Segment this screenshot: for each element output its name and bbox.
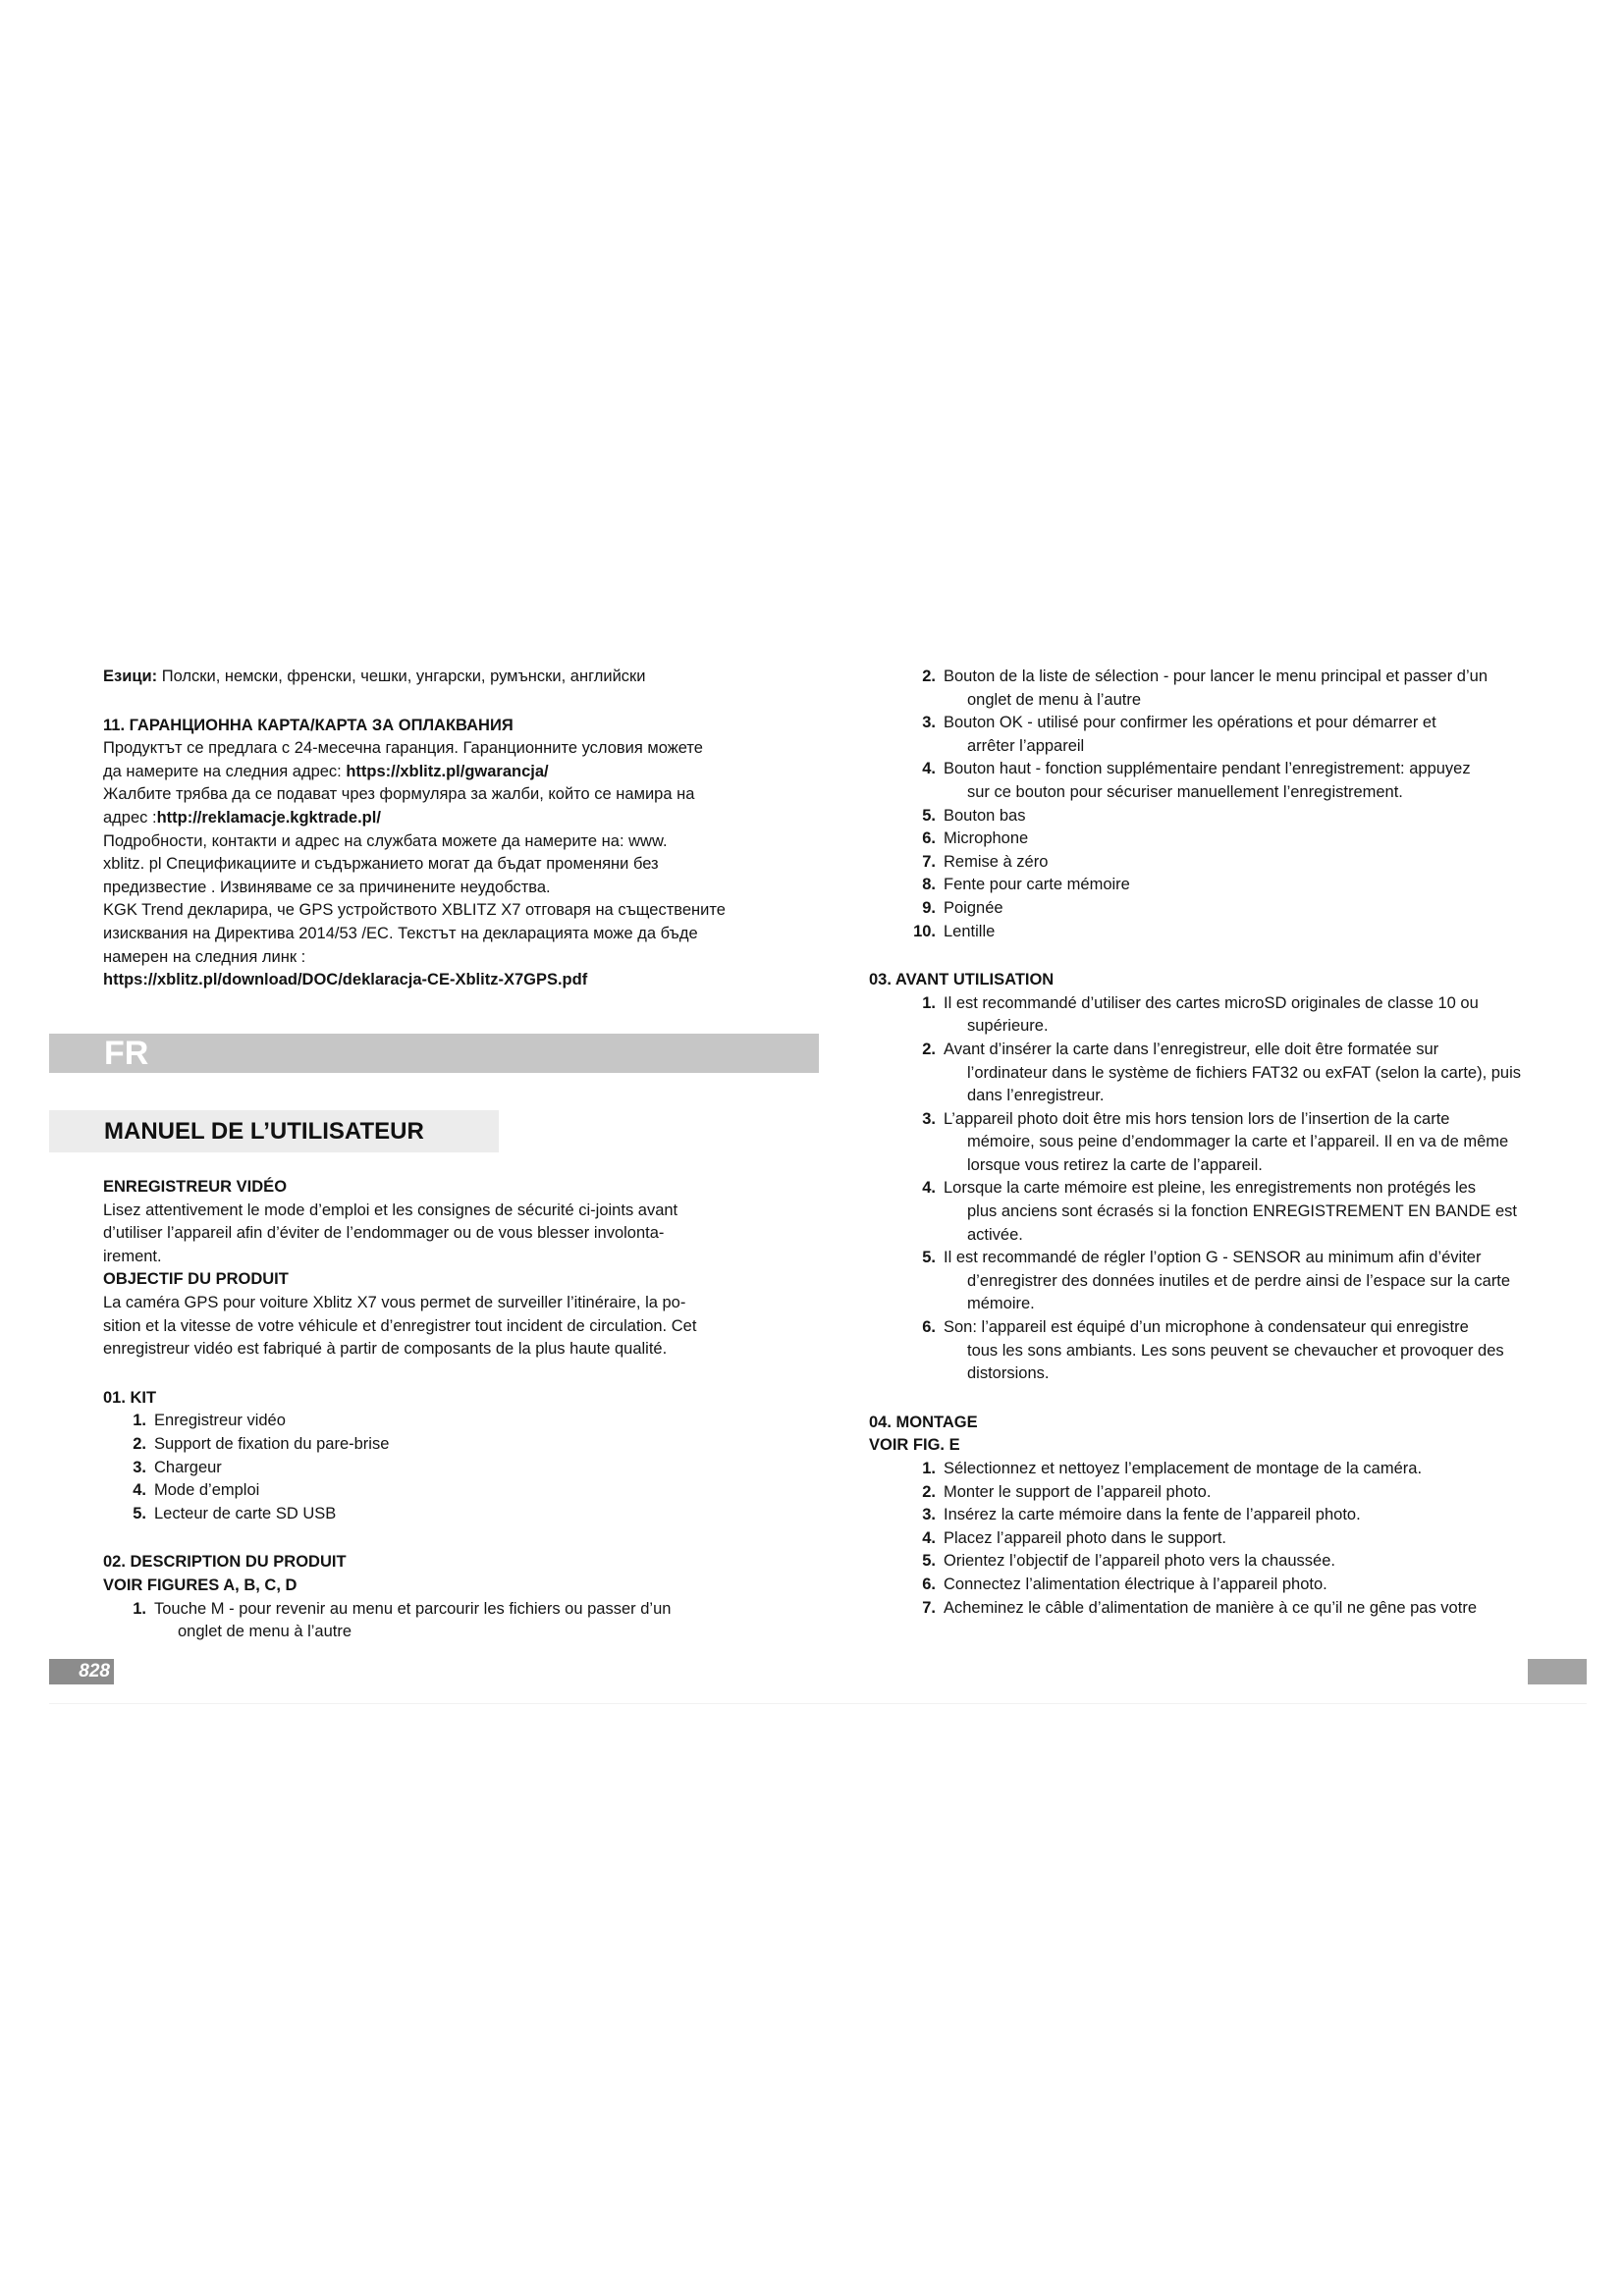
item-text-continued: mémoire, sous peine d’endommager la carte et l’appareil. Il en va de même [967, 1133, 1509, 1151]
list-item [103, 1457, 771, 1480]
item-text: Bouton bas [944, 806, 1026, 825]
languages-value: Полски, немски, френски, чешки, унгарски, румънски, английски [157, 667, 646, 685]
list-item [103, 1598, 771, 1644]
item-number: 5. [133, 1504, 146, 1522]
list-item [889, 1574, 1537, 1597]
warranty-line-2 [103, 761, 771, 784]
complaints-line: Жалбите трябва да се подават чрез формуляра за жалби, който се намира на [103, 785, 695, 804]
item-number: 5. [922, 1249, 936, 1267]
declaration-line-1: KGK Trend декларира, че GPS устройството XBLITZ X7 отговаря на съществените [103, 901, 726, 920]
list-item [889, 851, 1537, 875]
list-item [889, 1550, 1537, 1574]
item-text: Fente pour carte mémoire [944, 876, 1130, 894]
page-number: 828 [79, 1661, 110, 1682]
item-text: Lentille [944, 922, 996, 940]
item-number: 1. [133, 1599, 146, 1618]
item-number: 10. [913, 922, 936, 940]
description-list-continued [889, 666, 1537, 943]
list-item [889, 874, 1537, 897]
item-number: 2. [922, 1040, 936, 1058]
declaration-line-3: намерен на следния линк : [103, 947, 306, 966]
item-number: 1. [922, 1460, 936, 1477]
item-text: Touche M - pour revenir au menu et parcourir les fichiers ou passer d’un [154, 1599, 672, 1618]
details-line-1: Подробности, контакти и адрес на службата можете да намерите на: www. [103, 831, 668, 850]
item-text: Bouton haut - fonction supplémentaire pendant l’enregistrement: appuyez [944, 760, 1471, 778]
list-item [889, 758, 1537, 804]
page-tab-right [1528, 1659, 1587, 1684]
item-number: 7. [922, 1598, 936, 1617]
objective-title: OBJECTIF DU PRODUIT [103, 1270, 289, 1289]
item-text: Insérez la carte mémoire dans la fente de l’appareil photo. [944, 1506, 1361, 1524]
item-number: 3. [133, 1458, 146, 1476]
list-item [889, 992, 1537, 1039]
list-item [889, 1597, 1537, 1621]
before-use-title: 03. AVANT UTILISATION [869, 971, 1055, 989]
list-item [889, 1039, 1537, 1108]
item-text: Mode d’emploi [154, 1481, 260, 1500]
warranty-line-1: Продуктът се предлага с 24-месечна гаранция. Гаранционните условия можете [103, 739, 703, 758]
item-text-continued: distorsions. [967, 1364, 1050, 1383]
item-number: 6. [922, 829, 936, 848]
item-text-continued: d’enregistrer des données inutiles et de perdre ainsi de l’espace sur la carte [967, 1271, 1511, 1290]
declaration-line-2: изисквания на Директива 2014/53 /ЕС. Текстът на декларацията може да бъде [103, 924, 698, 942]
list-item [889, 828, 1537, 851]
mounting-list [889, 1458, 1537, 1620]
details-line-2: xblitz. pl Спецификациите и съдържанието могат да бъдат променяни без [103, 855, 659, 874]
languages-label: Езици: [103, 667, 158, 685]
item-number: 8. [922, 876, 936, 894]
item-number: 3. [922, 1109, 936, 1128]
list-item [889, 666, 1537, 712]
item-number: 2. [922, 667, 936, 685]
item-text: Il est recommandé de régler l’option G - SENSOR au minimum afin d’éviter [944, 1249, 1482, 1267]
complaints-prefix: адрес : [103, 808, 157, 827]
item-text: Sélectionnez et nettoyez l’emplacement de montage de la caméra. [944, 1460, 1423, 1477]
item-number: 4. [922, 1528, 936, 1547]
details-line-3: предизвестие . Извиняваме се за причинените неудобства. [103, 878, 551, 896]
description-title: 02. DESCRIPTION DU PRODUIT [103, 1553, 347, 1572]
mounting-subtitle: VOIR FIG. E [869, 1436, 960, 1455]
item-text-continued: activée. [967, 1225, 1023, 1244]
page-number-tab [49, 1659, 114, 1684]
warranty-title: 11. ГАРАНЦИОННА КАРТА/КАРТА ЗА ОПЛАКВАНИЯ [103, 716, 514, 734]
manual-title: MANUEL DE L’UTILISATEUR [104, 1118, 424, 1145]
item-text: Chargeur [154, 1458, 222, 1476]
item-number: 1. [133, 1412, 146, 1430]
item-text: Avant d’insérer la carte dans l’enregistreur, elle doit être formatée sur [944, 1040, 1439, 1058]
right-column [869, 666, 1537, 1620]
complaints-link[interactable]: http://reklamacje.kgktrade.pl/ [156, 808, 381, 827]
item-text-continued: sur ce bouton pour sécuriser manuellement l’enregistrement. [967, 782, 1403, 801]
recorder-title: ENREGISTREUR VIDÉO [103, 1178, 288, 1196]
item-text-continued: lorsque vous retirez la carte de l’appareil. [967, 1155, 1263, 1174]
objective-line-3: enregistreur vidéo est fabriqué à partir de composants de la plus haute qualité. [103, 1340, 668, 1359]
item-number: 2. [922, 1482, 936, 1501]
list-item [889, 1504, 1537, 1527]
list-item [889, 1177, 1537, 1247]
item-number: 5. [922, 1552, 936, 1571]
recorder-line-1: Lisez attentivement le mode d’emploi et les consignes de sécurité ci-joints avant [103, 1201, 678, 1219]
list-item [103, 1433, 771, 1457]
list-item [889, 712, 1537, 758]
item-text: L’appareil photo doit être mis hors tension lors de l’insertion de la carte [944, 1109, 1450, 1128]
item-number: 5. [922, 806, 936, 825]
item-text: Lorsque la carte mémoire est pleine, les enregistrements non protégés les [944, 1179, 1477, 1198]
item-text: Placez l’appareil photo dans le support. [944, 1528, 1227, 1547]
item-text: Bouton de la liste de sélection - pour lancer le menu principal et passer d’un [944, 667, 1488, 685]
recorder-line-2: d’utiliser l’appareil afin d’éviter de l’endommager ou de vous blesser involonta- [103, 1224, 665, 1243]
item-text: Remise à zéro [944, 852, 1049, 871]
list-item [103, 1479, 771, 1503]
left-column [103, 666, 771, 992]
list-item [103, 1503, 771, 1526]
list-item [889, 1316, 1537, 1386]
description-subtitle: VOIR FIGURES A, B, C, D [103, 1575, 298, 1594]
item-number: 9. [922, 898, 936, 917]
list-item [103, 1410, 771, 1433]
footer-divider [49, 1703, 1587, 1704]
item-text: Bouton OK - utilisé pour confirmer les opérations et pour démarrer et [944, 714, 1436, 732]
item-number: 2. [133, 1434, 146, 1453]
item-number: 3. [922, 1506, 936, 1524]
item-text-continued: l’ordinateur dans le système de fichiers FAT32 ou exFAT (selon la carte), puis [967, 1063, 1522, 1082]
item-number: 4. [922, 1179, 936, 1198]
list-item [889, 1481, 1537, 1505]
item-text: Il est recommandé d’utiliser des cartes microSD originales de classe 10 ou [944, 993, 1479, 1012]
item-text: Monter le support de l’appareil photo. [944, 1482, 1212, 1501]
warranty-line-2-text: да намерите на следния адрес: [103, 762, 347, 780]
list-item [889, 897, 1537, 921]
item-text-continued: tous les sons ambiants. Les sons peuvent se chevaucher et provoquer des [967, 1341, 1504, 1360]
declaration-link[interactable]: https://xblitz.pl/download/DOC/deklaracja-CE-Xblitz-X7GPS.pdf [103, 971, 588, 989]
item-number: 4. [133, 1481, 146, 1500]
languages-line [103, 666, 771, 689]
item-text-continued: mémoire. [967, 1295, 1035, 1313]
item-text-continued: supérieure. [967, 1017, 1049, 1036]
list-item [889, 1108, 1537, 1178]
item-number: 1. [922, 993, 936, 1012]
left-column-french [103, 1176, 771, 1644]
recorder-line-3: irement. [103, 1247, 162, 1265]
item-text-continued: onglet de menu à l’autre [967, 690, 1142, 709]
list-item [889, 921, 1537, 944]
item-text-continued: arrêter l’appareil [967, 736, 1085, 755]
list-item [889, 1247, 1537, 1316]
item-text: Connectez l’alimentation électrique à l’appareil photo. [944, 1575, 1327, 1593]
before-use-list [889, 992, 1537, 1386]
item-text: Poignée [944, 898, 1003, 917]
item-text: Enregistreur vidéo [154, 1412, 286, 1430]
item-text-continued: dans l’enregistreur. [967, 1087, 1105, 1105]
item-number: 6. [922, 1575, 936, 1593]
item-text-continued: plus anciens sont écrasés si la fonction ENREGISTREMENT EN BANDE est [967, 1202, 1517, 1221]
item-number: 7. [922, 852, 936, 871]
manual-title-band [49, 1110, 499, 1152]
list-item [889, 1527, 1537, 1551]
kit-title: 01. KIT [103, 1388, 157, 1407]
complaints-address-line [103, 807, 771, 830]
kit-list [103, 1410, 771, 1525]
item-text: Acheminez le câble d’alimentation de manière à ce qu’il ne gêne pas votre [944, 1598, 1477, 1617]
item-text: Support de fixation du pare-brise [154, 1434, 390, 1453]
item-text: Microphone [944, 829, 1029, 848]
item-number: 4. [922, 760, 936, 778]
language-section-band [49, 1034, 819, 1073]
item-number: 6. [922, 1318, 936, 1337]
warranty-link[interactable]: https://xblitz.pl/gwarancja/ [346, 762, 549, 780]
mounting-title: 04. MONTAGE [869, 1413, 978, 1431]
item-text: Son: l’appareil est équipé d’un microphone à condensateur qui enregistre [944, 1318, 1469, 1337]
list-item [889, 1458, 1537, 1481]
item-number: 3. [922, 714, 936, 732]
objective-line-1: La caméra GPS pour voiture Xblitz X7 vous permet de surveiller l’itinéraire, la po- [103, 1293, 686, 1311]
item-text: Orientez l’objectif de l’appareil photo vers la chaussée. [944, 1552, 1335, 1571]
description-list [103, 1598, 771, 1644]
list-item [889, 805, 1537, 828]
item-text: Lecteur de carte SD USB [154, 1504, 337, 1522]
item-text-continued: onglet de menu à l’autre [178, 1623, 352, 1641]
language-code: FR [104, 1035, 149, 1072]
objective-line-2: sition et la vitesse de votre véhicule et d’enregistrer tout incident de circulation. Cet [103, 1316, 697, 1335]
